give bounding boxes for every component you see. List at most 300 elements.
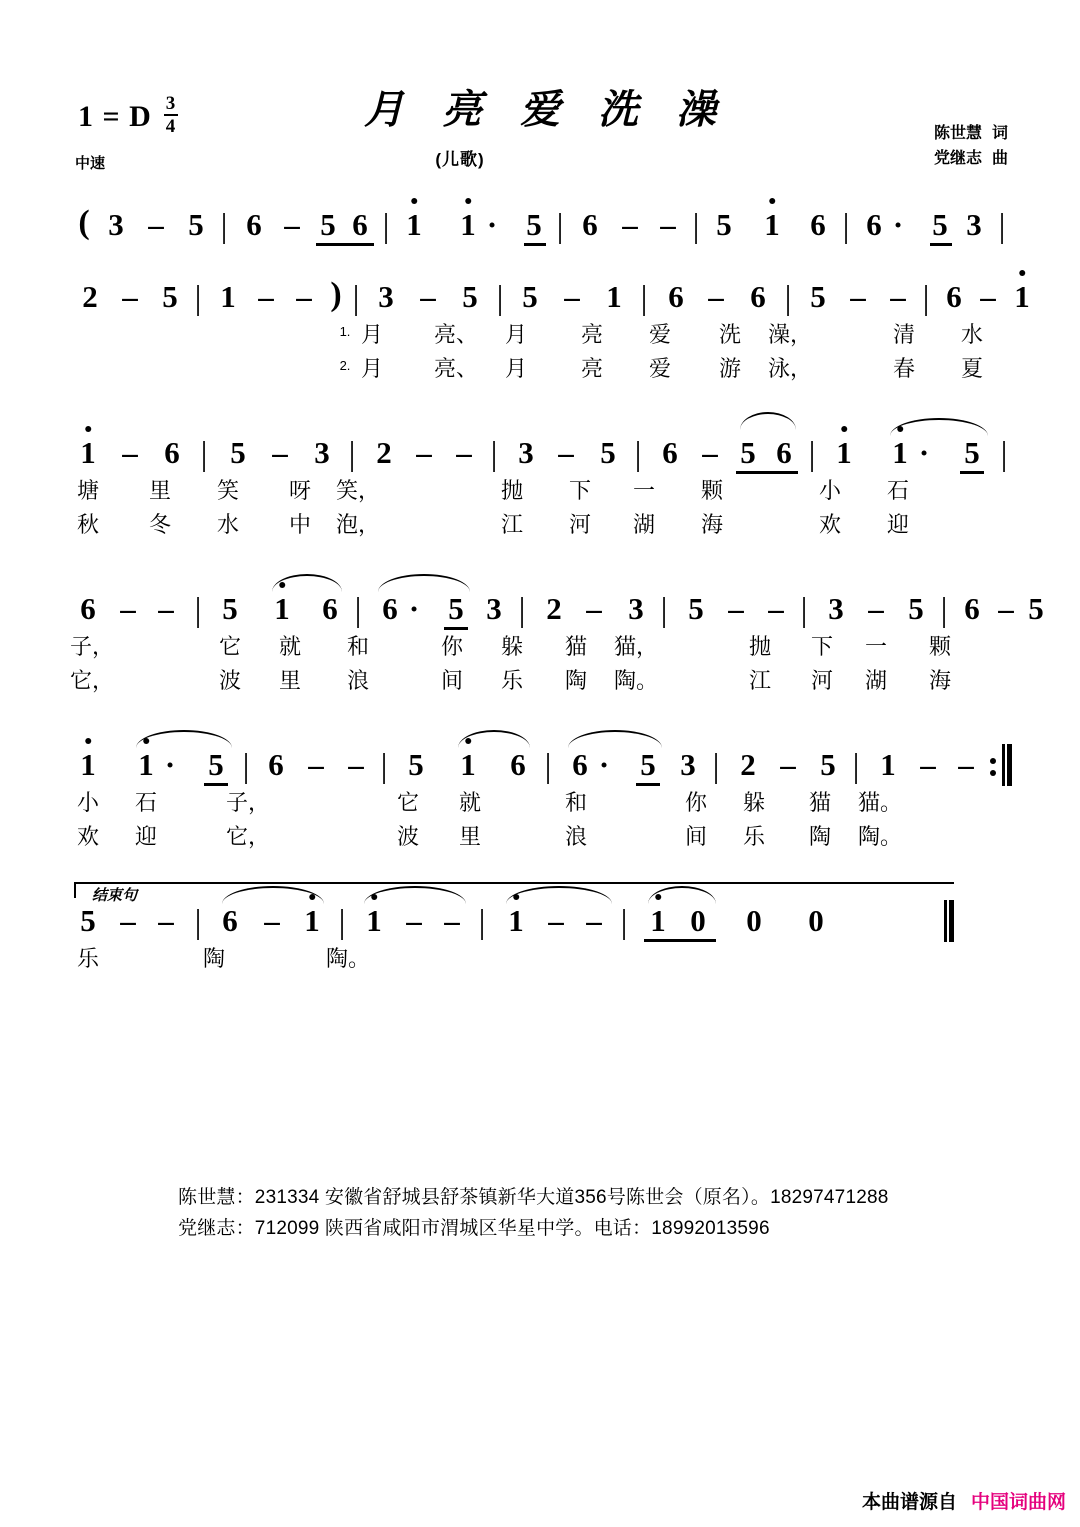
note-token: 3 (828, 591, 844, 626)
lyric-word: 里 (278, 668, 302, 693)
score-system (0, 418, 1080, 548)
octave-up-dot: 1 (406, 207, 422, 242)
note-token: 1 (220, 279, 236, 314)
lyric-word: 波 (396, 824, 420, 849)
barline: | (496, 280, 504, 317)
duration-dash: – (622, 207, 638, 242)
tempo-marking: 中速 (75, 155, 106, 172)
barline: | (620, 904, 628, 941)
note-token: · (486, 207, 498, 242)
note-token: 2 (376, 435, 392, 470)
lyric-word: 石 (134, 790, 158, 815)
contact-info (178, 1182, 889, 1245)
lyric-word: 猫 (564, 634, 588, 659)
duration-dash: – (564, 279, 580, 314)
note-token (366, 905, 382, 936)
duration-dash: – (348, 747, 364, 782)
music-score (0, 190, 1080, 1008)
lyric-word: 迎 (134, 824, 158, 849)
note-token: 6 (668, 279, 684, 314)
barline: | (544, 748, 552, 785)
note-token: 6 (946, 279, 962, 314)
barline: | (660, 592, 668, 629)
note-token: 3 (966, 207, 982, 242)
note-token (304, 905, 320, 936)
note-token: 0 (808, 903, 824, 938)
lyric-word: 亮、 (433, 356, 479, 381)
octave-up-dot: 1 (460, 747, 476, 782)
lyric-word: 泳， (767, 356, 813, 381)
lyric-word: 它 (396, 790, 420, 815)
lyric-word: 江 (748, 668, 772, 693)
slur-arc (568, 730, 662, 748)
note-token: 5 (688, 591, 704, 626)
time-signature-denominator: 4 (165, 116, 177, 137)
barline: | (634, 436, 642, 473)
lyric-line (0, 636, 1080, 670)
lyric-word: 猫 (808, 790, 832, 815)
source-watermark (862, 1487, 1066, 1514)
note-token: 5 (810, 279, 826, 314)
note-token: 5 (222, 591, 238, 626)
subtitle: (儿歌) (435, 150, 485, 169)
barline: | (490, 436, 498, 473)
note-row (0, 190, 1080, 252)
contact-line-2: 党继志：712099 陕西省咸阳市渭城区华星中学。电话：18992013596 (178, 1218, 770, 1240)
note-token: 6 (776, 435, 792, 470)
lyricist-credit (934, 122, 1008, 147)
duration-dash: – (264, 903, 280, 938)
note-token: 2 (82, 279, 98, 314)
duration-dash: – (296, 279, 312, 314)
time-signature-numerator: 3 (165, 93, 177, 114)
barline: | (380, 748, 388, 785)
lyric-word: 就 (278, 634, 302, 659)
note-token (892, 437, 908, 468)
lyric-word: 欢 (818, 512, 842, 537)
note-token: 5 (716, 207, 732, 242)
note-token: 6 (964, 591, 980, 626)
note-token: 3 (108, 207, 124, 242)
lyric-word: 夏 (960, 356, 984, 381)
lyric-word: 陶。 (325, 946, 371, 971)
duration-dash: – (120, 591, 136, 626)
note-token: 3 (628, 591, 644, 626)
lyric-word: 河 (810, 668, 834, 693)
eighth-beam (636, 783, 660, 786)
lyric-word: 塘 (76, 478, 100, 503)
octave-up-dot: 1 (80, 435, 96, 470)
note-token: 6 (80, 591, 96, 626)
slur-arc (378, 574, 470, 592)
lyric-word: 游 (718, 356, 742, 381)
score-system (0, 262, 1080, 392)
eighth-beam (644, 939, 716, 942)
duration-dash: – (998, 591, 1014, 626)
contact-line-1: 陈世慧：231334 安徽省舒城县舒茶镇新华大道356号陈世会（原名）。18297471288 (178, 1187, 889, 1208)
lyric-line (0, 792, 1080, 826)
barline: | (800, 592, 808, 629)
note-token: 5 (230, 435, 246, 470)
lyric-word: 里 (148, 478, 172, 503)
duration-dash: – (868, 591, 884, 626)
note-token: 6 (246, 207, 262, 242)
barline: | (338, 904, 346, 941)
lyric-word: 水 (216, 512, 240, 537)
note-token (80, 749, 96, 780)
note-row (0, 730, 1080, 792)
duration-dash: – (548, 903, 564, 938)
lyric-word: 秋 (76, 512, 100, 537)
lyric-word: 迎 (886, 512, 910, 537)
score-system (0, 190, 1080, 252)
barline: | (808, 436, 816, 473)
lyric-word: 笑 (216, 478, 240, 503)
note-token: 6 (510, 747, 526, 782)
composer-credit (934, 147, 1008, 172)
note-token (406, 209, 422, 240)
note-token: 6 (810, 207, 826, 242)
note-row (0, 886, 1080, 948)
duration-dash: – (558, 435, 574, 470)
score-system (0, 730, 1080, 860)
note-token (764, 209, 780, 240)
note-row (0, 262, 1080, 324)
barline: | (852, 748, 860, 785)
duration-dash: – (444, 903, 460, 938)
barline: | (194, 592, 202, 629)
lyric-word: 陶 (202, 946, 226, 971)
final-barline (944, 900, 953, 942)
note-token: 1 (880, 747, 896, 782)
lyric-word: 乐 (500, 668, 524, 693)
note-token: 5 (462, 279, 478, 314)
octave-up-dot: 1 (80, 747, 96, 782)
lyric-word: 洗 (718, 322, 742, 347)
note-token: 3 (486, 591, 502, 626)
lyric-word: 月 (504, 356, 528, 381)
note-token: 5 (408, 747, 424, 782)
duration-dash: – (768, 591, 784, 626)
duration-dash: – (416, 435, 432, 470)
duration-dash: – (406, 903, 422, 938)
note-token (1014, 281, 1030, 312)
note-token: 0 (690, 903, 706, 938)
lyric-word: 一 (864, 634, 888, 659)
note-token: · (918, 435, 930, 470)
note-token: 5 (80, 903, 96, 938)
lyric-word: 颗 (700, 478, 724, 503)
lyric-word: 泡， (335, 512, 381, 537)
lyric-word: 猫， (613, 634, 659, 659)
lyric-word: 月 (360, 322, 384, 347)
note-token: ( (78, 204, 90, 241)
note-token (650, 905, 666, 936)
barline: | (842, 208, 850, 245)
slur-arc (890, 418, 988, 436)
octave-up-dot: 1 (764, 207, 780, 242)
note-token: 5 (908, 591, 924, 626)
lyric-line (0, 358, 1080, 392)
lyric-word: 笑， (335, 478, 381, 503)
lyric-word: 就 (458, 790, 482, 815)
note-token: 5 (1028, 591, 1044, 626)
repeat-barline (1002, 744, 1011, 786)
lyric-line (0, 324, 1080, 358)
note-token: · (892, 207, 904, 242)
note-token: 5 (162, 279, 178, 314)
note-token: 6 (582, 207, 598, 242)
verse-number: 1. (339, 324, 351, 339)
lyric-word: 亮、 (433, 322, 479, 347)
note-row (0, 418, 1080, 480)
duration-dash: – (272, 435, 288, 470)
lyricist-name: 陈世慧 (933, 125, 982, 142)
lyric-word: 陶。 (857, 824, 903, 849)
note-token: 5 (820, 747, 836, 782)
lyric-word: 海 (700, 512, 724, 537)
barline: | (784, 280, 792, 317)
lyric-word: 和 (564, 790, 588, 815)
duration-dash: – (158, 591, 174, 626)
composer-name: 党继志 (933, 149, 982, 167)
note-token: 5 (740, 435, 756, 470)
lyric-word: 间 (440, 668, 464, 693)
lyric-word: 河 (568, 512, 592, 537)
note-token: · (408, 591, 420, 626)
lyric-word: 下 (568, 478, 592, 503)
barline: | (518, 592, 526, 629)
barline: | (478, 904, 486, 941)
note-token: 6 (662, 435, 678, 470)
barline: | (382, 208, 390, 245)
octave-up-dot: 1 (460, 207, 476, 242)
duration-dash: – (728, 591, 744, 626)
lyric-word: 石 (886, 478, 910, 503)
lyric-word: 间 (684, 824, 708, 849)
duration-dash: – (284, 207, 300, 242)
barline: | (194, 904, 202, 941)
note-token: 6 (866, 207, 882, 242)
ending-label: 结束句 (92, 888, 138, 904)
duration-dash: – (456, 435, 472, 470)
note-token: 5 (932, 207, 948, 242)
note-token: 6 (268, 747, 284, 782)
lyric-word: 亮 (580, 356, 604, 381)
lyric-word: 它， (69, 668, 115, 693)
duration-dash: – (780, 747, 796, 782)
lyric-word: 里 (458, 824, 482, 849)
lyric-line (0, 480, 1080, 514)
lyric-word: 它 (218, 634, 242, 659)
eighth-beam (316, 243, 374, 246)
note-token (460, 209, 476, 240)
slur-arc (136, 730, 232, 748)
note-token (836, 437, 852, 468)
lyric-word: 亮 (580, 322, 604, 347)
lyric-word: 海 (928, 668, 952, 693)
duration-dash: – (158, 903, 174, 938)
duration-dash: – (708, 279, 724, 314)
barline: | (194, 280, 202, 317)
lyric-word: 你 (440, 634, 464, 659)
score-system (0, 574, 1080, 704)
note-token: · (598, 747, 610, 782)
lyric-word: 颗 (928, 634, 952, 659)
note-token: 5 (320, 207, 336, 242)
note-token: 5 (964, 435, 980, 470)
eighth-beam (960, 471, 984, 474)
barline: | (242, 748, 250, 785)
duration-dash: – (122, 279, 138, 314)
lyric-word: 下 (810, 634, 834, 659)
lyric-word: 陶 (808, 824, 832, 849)
duration-dash: – (980, 279, 996, 314)
note-token: 3 (378, 279, 394, 314)
lyric-word: 陶 (564, 668, 588, 693)
lyric-word: 水 (960, 322, 984, 347)
note-token (508, 905, 524, 936)
lyric-word: 中 (288, 512, 312, 537)
lyric-word: 清 (892, 322, 916, 347)
note-token: 6 (572, 747, 588, 782)
lyric-line (0, 670, 1080, 704)
note-token: 1 (606, 279, 622, 314)
note-token: 6 (382, 591, 398, 626)
lyric-line (0, 826, 1080, 860)
barline: | (692, 208, 700, 245)
barline: | (354, 592, 362, 629)
note-token (80, 437, 96, 468)
octave-up-dot: 1 (366, 903, 382, 938)
lyric-word: 月 (360, 356, 384, 381)
lyric-word: 陶。 (613, 668, 659, 693)
eighth-beam (930, 243, 952, 246)
lyric-word: 波 (218, 668, 242, 693)
note-token: 6 (352, 207, 368, 242)
duration-dash: – (958, 747, 974, 782)
source-site-name: 中国词曲网 (970, 1492, 1066, 1513)
lyric-word: 乐 (76, 946, 100, 971)
eighth-beam (524, 243, 546, 246)
note-token (460, 749, 476, 780)
note-token: 6 (164, 435, 180, 470)
key-signature: 1 = D (78, 100, 152, 133)
duration-dash: – (258, 279, 274, 314)
lyric-line (0, 948, 1080, 982)
note-token: 5 (640, 747, 656, 782)
lyric-word: 躲 (500, 634, 524, 659)
duration-dash: – (120, 903, 136, 938)
lyric-word: 一 (632, 478, 656, 503)
slur-arc (740, 412, 796, 430)
note-token: 5 (526, 207, 542, 242)
lyric-word: 爱 (648, 322, 672, 347)
note-token: 5 (188, 207, 204, 242)
lyric-word: 呀 (288, 478, 312, 503)
barline: | (998, 208, 1006, 245)
note-row (0, 574, 1080, 636)
duration-dash: – (850, 279, 866, 314)
note-token: 3 (680, 747, 696, 782)
lyric-word: 它， (225, 824, 271, 849)
lyric-word: 子， (225, 790, 271, 815)
eighth-beam (444, 627, 468, 630)
octave-up-dot: 1 (304, 903, 320, 938)
barline: | (712, 748, 720, 785)
note-token: 6 (222, 903, 238, 938)
barline: | (220, 208, 228, 245)
note-token: 5 (600, 435, 616, 470)
lyric-word: 乐 (742, 824, 766, 849)
lyric-word: 小 (76, 790, 100, 815)
lyric-word: 澡， (767, 322, 813, 347)
barline: | (640, 280, 648, 317)
octave-up-dot: 1 (508, 903, 524, 938)
lyric-line (0, 514, 1080, 548)
lyric-word: 和 (346, 634, 370, 659)
duration-dash: – (660, 207, 676, 242)
lyric-word: 猫。 (857, 790, 903, 815)
lyric-word: 抛 (500, 478, 524, 503)
note-token: ) (330, 276, 342, 313)
lyricist-role: 词 (991, 125, 1008, 142)
duration-dash: – (890, 279, 906, 314)
duration-dash: – (148, 207, 164, 242)
duration-dash: – (920, 747, 936, 782)
duration-dash: – (420, 279, 436, 314)
lyric-word: 湖 (864, 668, 888, 693)
lyric-word: 小 (818, 478, 842, 503)
lyric-word: 浪 (346, 668, 370, 693)
lyric-word: 浪 (564, 824, 588, 849)
lyric-word: 抛 (748, 634, 772, 659)
lyric-word: 欢 (76, 824, 100, 849)
lyric-word: 爱 (648, 356, 672, 381)
octave-up-dot: 1 (836, 435, 852, 470)
duration-dash: – (586, 591, 602, 626)
octave-up-dot: 1 (892, 435, 908, 470)
lyric-word: 月 (504, 322, 528, 347)
eighth-beam (204, 783, 228, 786)
note-token: · (164, 747, 176, 782)
barline: | (200, 436, 208, 473)
note-token: 3 (314, 435, 330, 470)
page-title: 月 亮 爱 洗 澡 (364, 87, 730, 132)
barline: | (352, 280, 360, 317)
barline: | (922, 280, 930, 317)
lyric-word: 春 (892, 356, 916, 381)
octave-up-dot: 1 (1014, 279, 1030, 314)
note-token: 2 (546, 591, 562, 626)
lyric-word: 湖 (632, 512, 656, 537)
barline: | (348, 436, 356, 473)
note-token (274, 593, 290, 624)
note-token: 6 (750, 279, 766, 314)
barline: | (556, 208, 564, 245)
lyric-word: 子， (69, 634, 115, 659)
lyric-word: 冬 (148, 512, 172, 537)
lyric-word: 躲 (742, 790, 766, 815)
duration-dash: – (702, 435, 718, 470)
note-token: 5 (448, 591, 464, 626)
eighth-beam (736, 471, 798, 474)
lyric-word: 江 (500, 512, 524, 537)
note-token (138, 749, 154, 780)
duration-dash: – (586, 903, 602, 938)
note-token: 2 (740, 747, 756, 782)
duration-dash: – (122, 435, 138, 470)
